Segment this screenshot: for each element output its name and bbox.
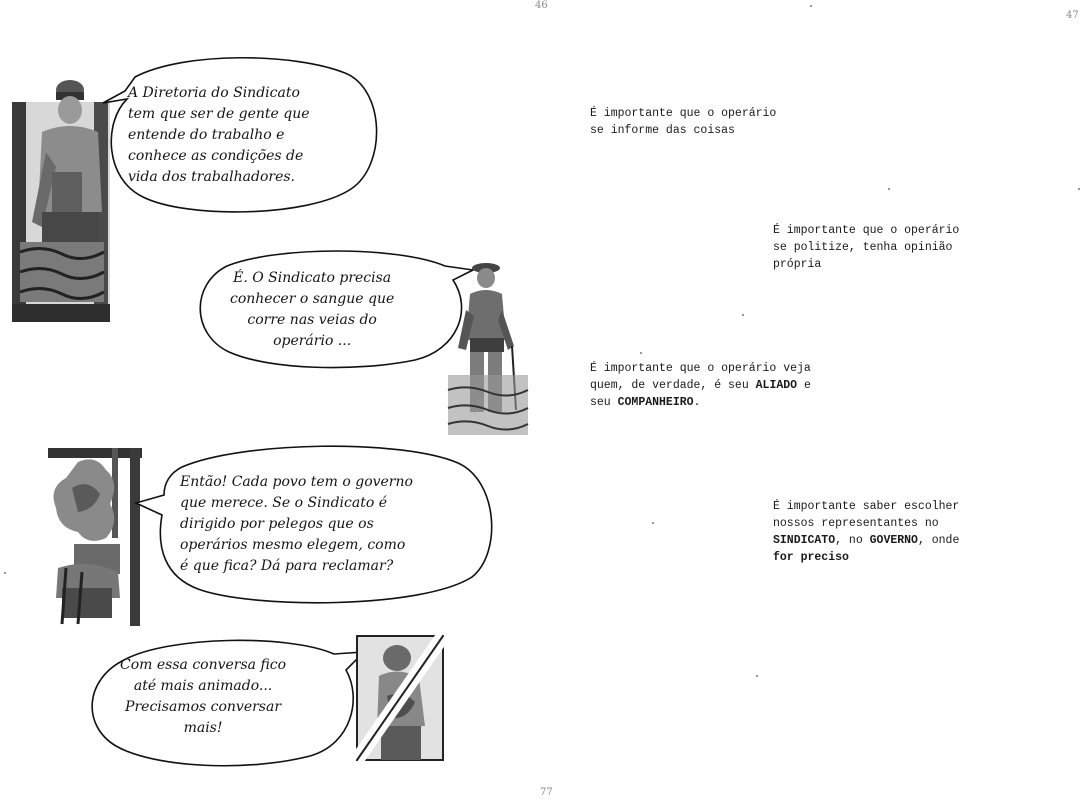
statement-line (773, 239, 959, 256)
scan-speck (742, 314, 744, 316)
statement-text: se politize, tenha opinião (773, 241, 953, 254)
machine-worker-illustration (48, 448, 144, 628)
statement-2 (773, 222, 959, 273)
page-number-left: 46 (535, 0, 548, 11)
statement-line (773, 222, 959, 239)
statement-line (590, 394, 811, 411)
statement-line (590, 377, 811, 394)
scan-speck (1078, 188, 1080, 190)
statement-text: nossos representantes no (773, 517, 939, 530)
statement-bold-text: ALIADO (755, 379, 798, 392)
statement-1 (590, 105, 776, 139)
scan-speck (4, 572, 6, 574)
standing-worker-illustration (448, 260, 528, 435)
statement-line (773, 549, 959, 566)
scan-speck (640, 352, 642, 354)
statement-line (773, 256, 959, 273)
statement-text: seu (590, 396, 618, 409)
statement-3 (590, 360, 811, 411)
scan-speck (652, 522, 654, 524)
page-number-right: 47 (1066, 10, 1079, 21)
speech-bubble-3-text: Então! Cada povo tem o governo que merece. Se o Sindicato é dirigido por pelegos que os operários mesmo elegem, como é que fica? Dá para reclamar? (180, 474, 413, 574)
statement-bold-text: for preciso (773, 551, 849, 564)
statement-line (590, 105, 776, 122)
scan-speck (888, 188, 890, 190)
statement-line (590, 360, 811, 377)
statement-line (773, 515, 959, 532)
statement-line (590, 122, 776, 139)
statement-text: quem, de verdade, é seu (590, 379, 756, 392)
speech-bubble-4-text: Com essa conversa fico até mais animado... Precisamos conversar mais! (120, 657, 287, 736)
crossed-figure-illustration (357, 636, 443, 760)
statement-bold-text: COMPANHEIRO (617, 396, 694, 409)
statement-text: É importante que o operário (590, 107, 777, 120)
page-number-bottom: 77 (540, 787, 553, 798)
statement-line (773, 498, 959, 515)
statement-text: e (797, 379, 811, 392)
statement-text: própria (773, 258, 822, 271)
statement-text: se informe das coisas (590, 124, 735, 137)
speech-bubble-2-text: É. O Sindicato precisa conhecer o sangue que corre nas veias do operário ... (230, 270, 395, 349)
statement-bold-text: GOVERNO (869, 534, 918, 547)
statement-text: É importante que o operário veja (590, 362, 811, 375)
statement-bold-text: SINDICATO (773, 534, 836, 547)
scan-speck (756, 675, 758, 677)
scan-speck (810, 5, 812, 7)
statement-4 (773, 498, 959, 566)
statement-text: , onde (917, 534, 960, 547)
statement-text: É importante que o operário (773, 224, 960, 237)
statement-text: . (693, 396, 701, 409)
speech-bubble-1-text: A Diretoria do Sindicato tem que ser de gente que entende do trabalho e conhece as condições de vida dos trabalhadores. (128, 85, 310, 185)
statement-text: , no (835, 534, 870, 547)
statement-line (773, 532, 959, 549)
statement-text: É importante saber escolher (773, 500, 960, 513)
